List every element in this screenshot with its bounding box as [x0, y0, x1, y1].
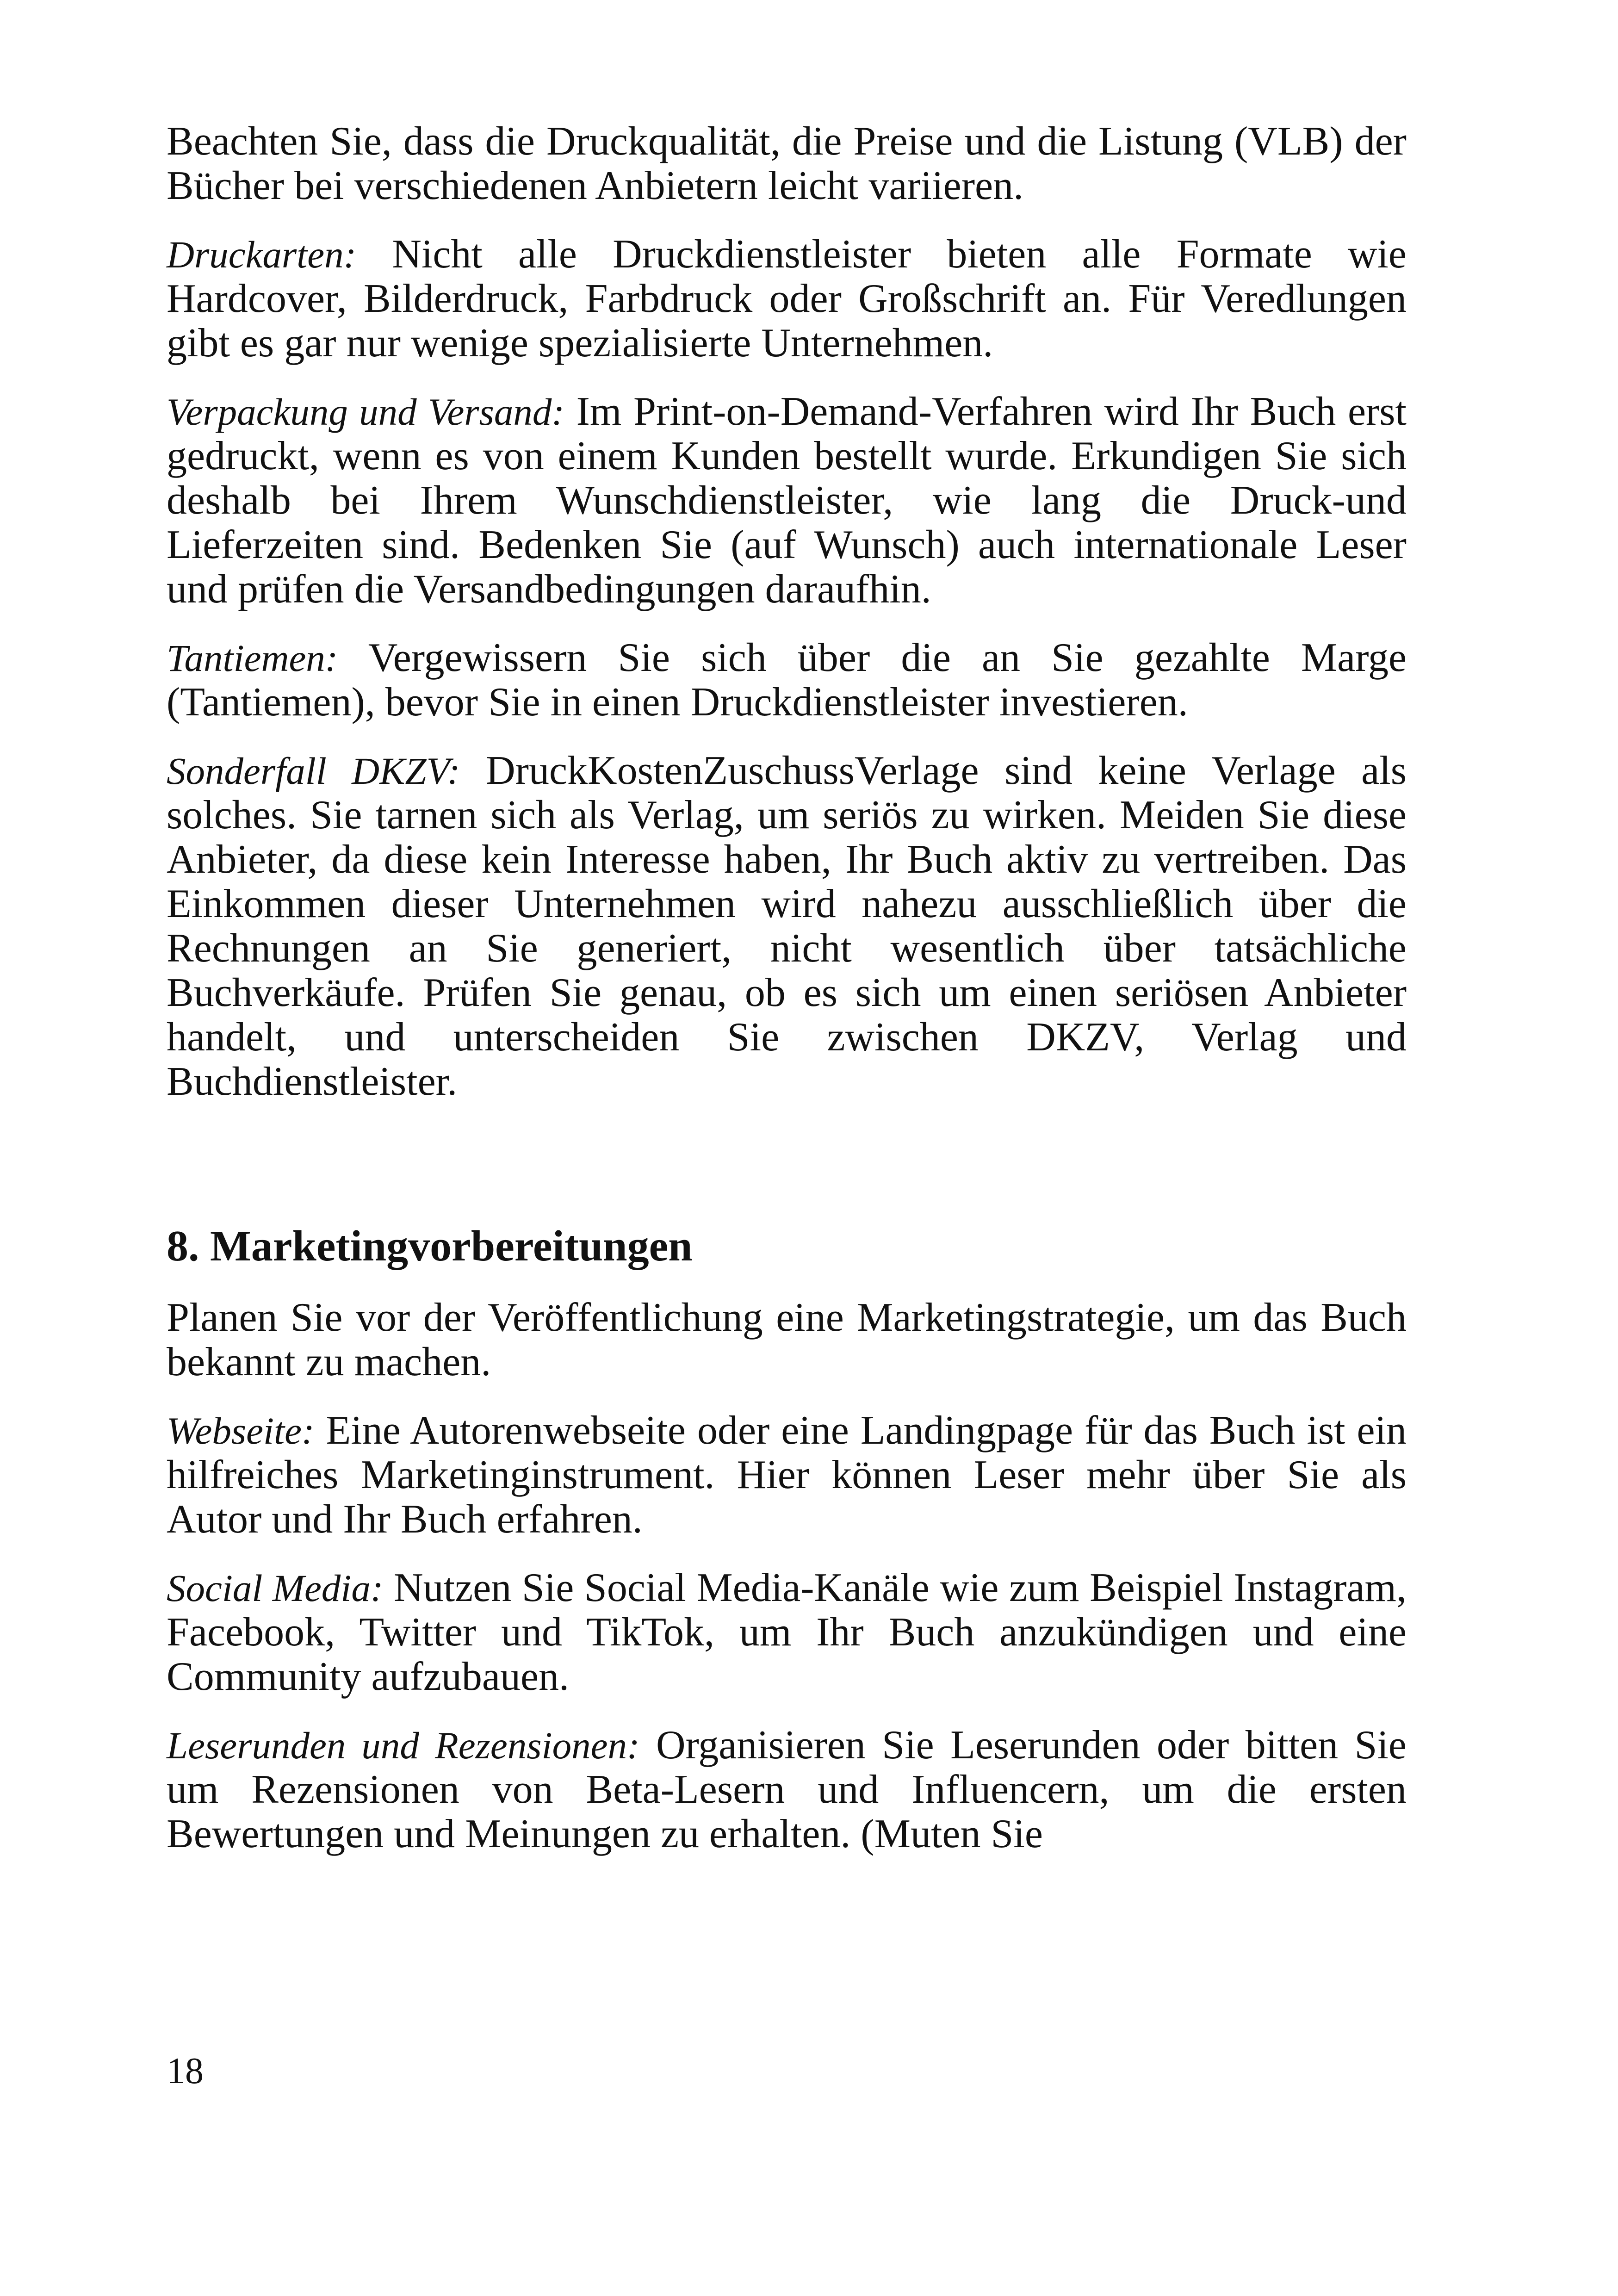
paragraph-text: Eine Autorenwebseite oder eine Landingpage für das Buch ist ein hilfreiches Marketinginstrument. Hier können Leser mehr über Sie als Autor und Ihr Buch erfahren.: [167, 1408, 1407, 1542]
paragraph-lead: Verpackung und Versand:: [167, 391, 565, 433]
section-heading: 8. Marketingvorbereitungen: [167, 1222, 693, 1270]
paragraph-verpackung-versand: [167, 390, 1407, 612]
paragraph-text: Nicht alle Druckdienstleister bieten alle Formate wie Hardcover, Bilderdruck, Farbdruck oder Großschrift an. Für Veredlungen gibt es gar nur wenige spezialisierte Unternehmen.: [167, 232, 1407, 366]
paragraph-druckarten: [167, 232, 1407, 366]
paragraph-lead: Social Media:: [167, 1567, 384, 1609]
intro-paragraph: Beachten Sie, dass die Druckqualität, die Preise und die Listung (VLB) der Bücher bei verschiedenen Anbietern leicht variieren.: [167, 119, 1407, 208]
paragraph-leserunden-rezensionen: [167, 1723, 1407, 1856]
section-intro-paragraph: Planen Sie vor der Veröffentlichung eine Marketingstrategie, um das Buch bekannt zu machen.: [167, 1295, 1407, 1384]
paragraph-tantiemen: [167, 636, 1407, 725]
page-body: [167, 119, 1407, 1880]
paragraph-lead: Leserunden und Rezensionen:: [167, 1724, 640, 1767]
paragraph-lead: Webseite:: [167, 1409, 315, 1452]
paragraph-webseite: [167, 1409, 1407, 1542]
paragraph-lead: Tantiemen:: [167, 637, 338, 679]
paragraph-lead: Sonderfall DKZV:: [167, 750, 460, 792]
paragraph-text: Organisieren Sie Leserunden oder bitten Sie um Rezensionen von Beta-Lesern und Influencern, um die ersten Bewertungen und Meinungen zu erhalten. (Muten Sie: [167, 1723, 1407, 1856]
paragraph-social-media: [167, 1566, 1407, 1699]
paragraph-text: Vergewissern Sie sich über die an Sie gezahlte Marge (Tantiemen), bevor Sie in einen Druckdienstleister investieren.: [167, 635, 1407, 725]
paragraph-text: Im Print-on-Demand-Verfahren wird Ihr Buch erst gedruckt, wenn es von einem Kunden bestellt wurde. Erkundigen Sie sich deshalb bei Ihrem Wunschdienstleister, wie lang die Druck-und Lieferzeiten sind. Bedenken Sie (auf Wunsch) auch internationale Leser und prüfen die Versandbedingungen daraufhin.: [167, 389, 1407, 612]
paragraph-text: Nutzen Sie Social Media-Kanäle wie zum Beispiel Instagram, Facebook, Twitter und TikTok, um Ihr Buch anzukündigen und eine Community aufzubauen.: [167, 1565, 1407, 1699]
paragraph-sonderfall-dkzv: [167, 749, 1407, 1104]
page-number: 18: [167, 2051, 204, 2091]
paragraph-text: DruckKostenZuschussVerlage sind keine Verlage als solches. Sie tarnen sich als Verlag, um seriös zu wirken. Meiden Sie diese Anbieter, da diese kein Interesse haben, Ihr Buch aktiv zu vertreiben. Das Einkommen dieser Unternehmen wird nahezu ausschließlich über die Rechnungen an Sie generiert, nicht wesentlich über tatsächliche Buchverkäufe. Prüfen Sie genau, ob es sich um einen seriösen Anbieter handelt, und unterscheiden Sie zwischen DKZV, Verlag und Buchdienstleister.: [167, 748, 1407, 1104]
paragraph-lead: Druckarten:: [167, 233, 357, 276]
